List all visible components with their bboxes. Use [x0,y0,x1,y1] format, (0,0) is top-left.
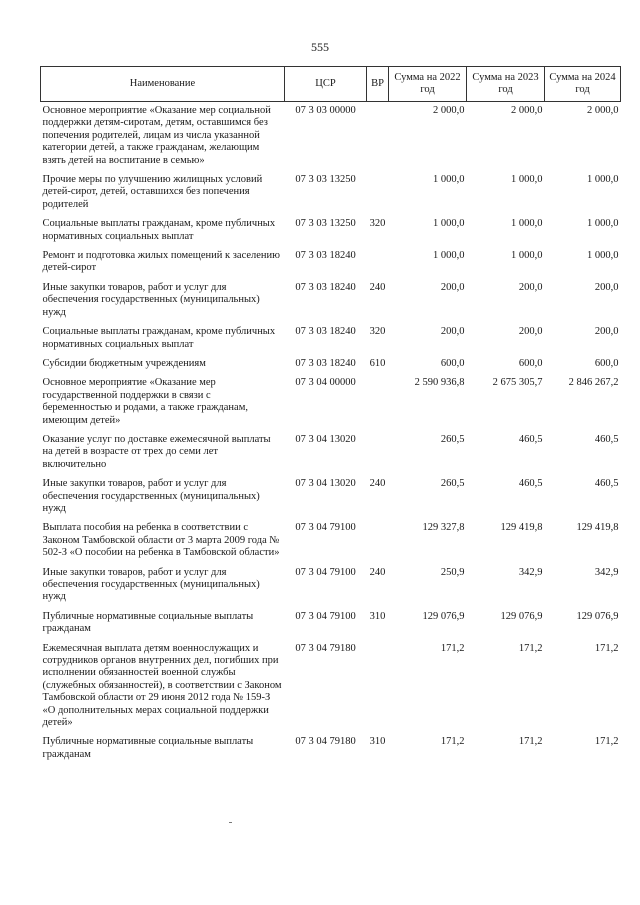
scan-mark [229,822,232,823]
row-csr: 07 3 04 79100 [295,566,356,578]
row-sum-2024: 342,9 [594,566,619,578]
row-csr: 07 3 03 13250 [295,218,356,230]
row-vr [367,374,389,431]
row-vr [367,247,389,279]
row-sum-2023: 171,2 [518,642,543,654]
row-sum-2022: 1 000,0 [433,218,465,230]
row-csr: 07 3 03 18240 [295,326,356,338]
row-sum-2022: 1 000,0 [433,174,465,186]
row-name: Выплата пособия на ребенка в соответствии с Законом Тамбовской области от 3 марта 2009 года № 502-З «О пособии на ребенка в Тамбовской области» [42,522,280,559]
row-name: Иные закупки товаров, работ и услуг для обеспечения государственных (муниципальных) нужд [42,566,260,603]
row-name: Иные закупки товаров, работ и услуг для обеспечения государственных (муниципальных) нужд [42,281,260,318]
row-sum-2024: 171,2 [594,642,619,654]
row-name: Публичные нормативные социальные выплаты гражданам [42,736,254,760]
row-name: Ремонт и подготовка жилых помещений к заселению детей-сирот [42,250,280,274]
row-sum-2024: 200,0 [594,281,619,293]
row-sum-2024: 1 000,0 [587,250,619,262]
row-name: Социальные выплаты гражданам, кроме публичных нормативных социальных выплат [42,218,276,242]
row-sum-2024: 129 076,9 [576,610,619,622]
table-row [41,247,621,279]
row-sum-2024: 129 419,8 [576,522,619,534]
row-vr: 310 [369,610,386,622]
row-sum-2023: 600,0 [518,357,543,369]
table-row [41,431,621,475]
row-vr [367,431,389,475]
row-vr: 240 [369,566,386,578]
row-vr: 240 [369,478,386,490]
row-vr [367,171,389,215]
row-csr: 07 3 04 79100 [295,610,356,622]
row-csr: 07 3 04 00000 [295,377,356,389]
row-csr: 07 3 03 18240 [295,357,356,369]
row-csr: 07 3 03 18240 [295,250,356,262]
row-vr: 310 [369,736,386,748]
table-row [41,733,621,765]
table-row [41,519,621,563]
row-vr [367,102,389,172]
row-sum-2022: 129 327,8 [422,522,465,534]
row-vr: 320 [369,218,386,230]
row-sum-2022: 250,9 [440,566,465,578]
row-name: Основное мероприятие «Оказание мер социальной поддержки детям-сиротам, детям, оставшимся без попечения родителей, лицам из числа указанной категории детей, а также гражданам, желающим взять детей на воспитание в семью» [42,105,271,166]
header-sum-2022: Сумма на 2022 год [389,67,467,102]
row-name: Социальные выплаты гражданам, кроме публичных нормативных социальных выплат [42,326,276,350]
table-row [41,355,621,374]
table-row [41,475,621,519]
row-sum-2023: 2 000,0 [511,105,543,116]
row-sum-2024: 200,0 [594,326,619,338]
row-name: Оказание услуг по доставке ежемесячной выплаты на детей в возрасте от трех до семи лет включительно [42,433,271,470]
row-sum-2022: 2 590 936,8 [414,377,465,389]
table-body [41,102,621,766]
row-sum-2024: 460,5 [594,433,619,445]
row-vr: 610 [369,357,386,369]
row-csr: 07 3 04 79180 [295,642,356,654]
row-vr [367,519,389,563]
row-name: Публичные нормативные социальные выплаты гражданам [42,610,254,635]
row-vr [367,640,389,734]
table-header [41,67,621,102]
table-row [41,374,621,431]
page-number: 555 [311,40,329,54]
table-row [41,323,621,355]
row-sum-2024: 1 000,0 [587,218,619,230]
row-sum-2023: 1 000,0 [511,174,543,186]
row-sum-2022: 171,2 [440,642,465,654]
row-sum-2023: 200,0 [518,326,543,338]
row-sum-2023: 460,5 [518,478,543,490]
row-name: Иные закупки товаров, работ и услуг для обеспечения государственных (муниципальных) нужд [42,478,260,514]
header-csr: ЦСР [285,67,367,102]
row-sum-2024: 600,0 [594,357,619,369]
row-name: Основное мероприятие «Оказание мер государственной поддержки в связи с беременностью и родами, а также гражданам, имеющим детей» [42,377,248,426]
table-row [41,564,621,608]
row-sum-2024: 460,5 [594,478,619,490]
row-csr: 07 3 03 18240 [295,281,356,293]
row-sum-2023: 171,2 [518,736,543,748]
row-name: Прочие меры по улучшению жилищных условий детей-сирот, детей, оставшихся без попечения родителей [42,174,263,210]
table-row [41,640,621,734]
row-sum-2023: 1 000,0 [511,218,543,230]
row-name: Субсидии бюджетным учреждениям [42,357,206,369]
row-name: Ежемесячная выплата детям военнослужащих и сотрудников органов внутренних дел, погибших при исполнении обязанностей военной службы (служебных обязанностей), в соответствии с Законом Тамбовской области от 29 июня 2012 года № 159-З «О дополнительных мерах социальной поддержки детей» [42,642,282,729]
row-sum-2022: 200,0 [440,281,465,293]
row-csr: 07 3 04 13020 [295,478,356,490]
table-row [41,279,621,323]
row-sum-2023: 129 419,8 [500,522,543,534]
row-sum-2023: 2 675 305,7 [492,377,543,389]
row-sum-2023: 1 000,0 [511,250,543,262]
table-row [41,102,621,172]
row-sum-2022: 260,5 [440,478,465,490]
row-sum-2024: 2 846 267,2 [568,377,619,389]
header-sum-2024: Сумма на 2024 год [545,67,621,102]
row-sum-2022: 200,0 [440,326,465,338]
table-row [41,608,621,640]
row-vr: 240 [369,281,386,293]
row-sum-2022: 2 000,0 [433,105,465,116]
row-csr: 07 3 04 79100 [295,522,356,534]
budget-table [40,66,621,765]
row-sum-2024: 1 000,0 [587,174,619,186]
row-csr: 07 3 04 13020 [295,433,356,445]
row-sum-2022: 260,5 [440,433,465,445]
row-csr: 07 3 04 79180 [295,736,356,748]
row-sum-2022: 600,0 [440,357,465,369]
row-sum-2024: 171,2 [594,736,619,748]
row-sum-2023: 342,9 [518,566,543,578]
header-vr: ВР [367,67,389,102]
table-row [41,215,621,247]
row-csr: 07 3 03 13250 [295,174,356,186]
row-sum-2023: 200,0 [518,281,543,293]
header-sum-2023: Сумма на 2023 год [467,67,545,102]
row-sum-2022: 171,2 [440,736,465,748]
row-sum-2022: 129 076,9 [422,610,465,622]
row-sum-2023: 460,5 [518,433,543,445]
row-sum-2023: 129 076,9 [500,610,543,622]
row-vr: 320 [369,326,386,338]
row-sum-2022: 1 000,0 [433,250,465,262]
row-csr: 07 3 03 00000 [295,105,356,116]
header-name: Наименование [41,67,285,102]
row-sum-2024: 2 000,0 [587,105,619,116]
table-row [41,171,621,215]
